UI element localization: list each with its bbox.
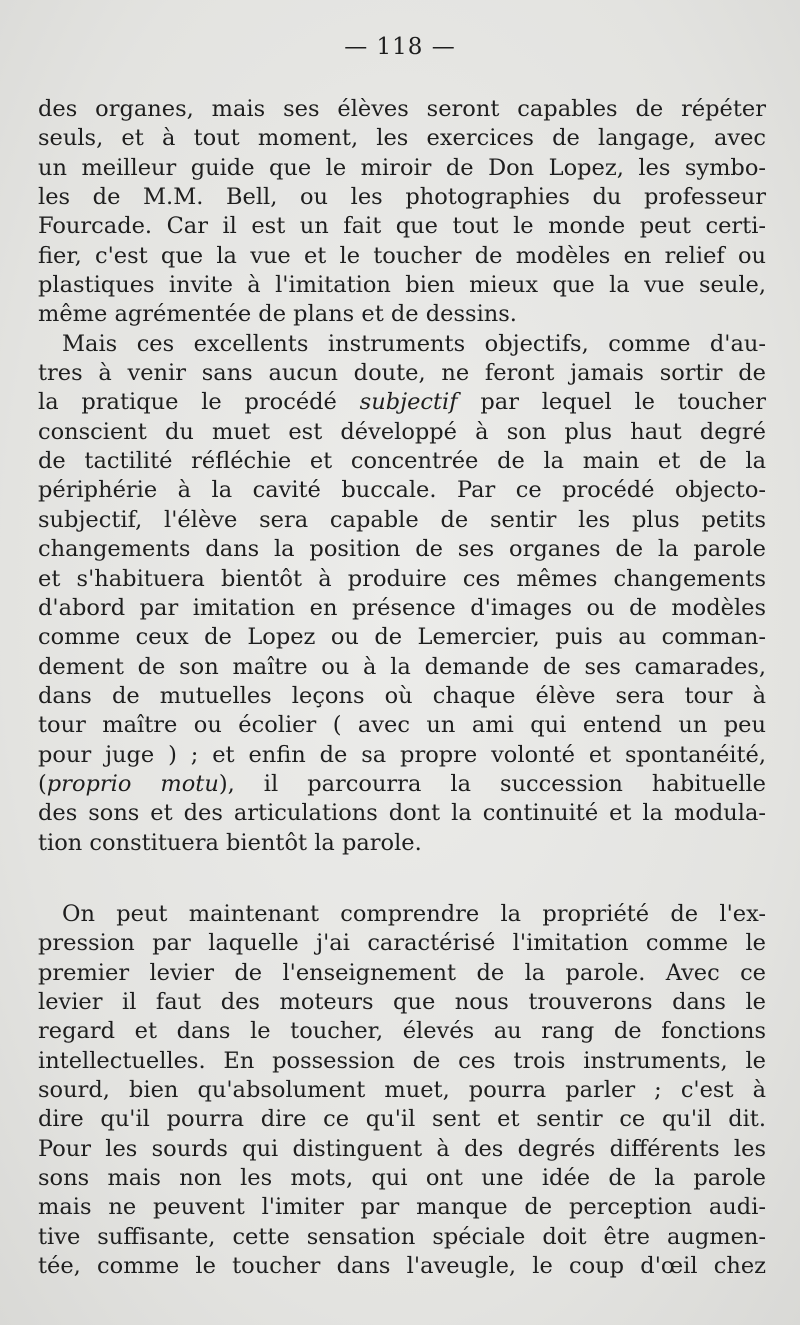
paragraph [38,330,766,858]
text-line: Mais ces excellents instruments objectifs, comme d'au- [62,330,766,357]
text-line: regard et dans le toucher, élevés au rang de fonctions [38,1018,766,1045]
text-line: intellectuelles. En possession de ces trois instruments, le [38,1047,766,1074]
text-line: sourd, bien qu'absolument muet, pourra parler ; c'est à [38,1077,766,1104]
text-line [38,388,766,417]
text-segment: la pratique le procédé [38,389,337,416]
text-line: fier, c'est que la vue et le toucher de modèles en relief ou [38,242,766,269]
text-line: dans de mutuelles leçons où chaque élève sera tour à [38,682,766,709]
text-line: On peut maintenant comprendre la propriété de l'ex- [62,901,766,927]
text-line: périphérie à la cavité buccale. Par ce procédé objecto- [38,477,766,504]
text-line: dire qu'il pourra dire ce qu'il sent et sentir ce qu'il dit. [38,1106,766,1133]
italic-term: proprio motu [46,770,219,797]
text-line: de tactilité réfléchie et concentrée de la main et de la [38,448,766,475]
text-line: tour maître ou écolier ( avec un ami qui entend un peu [38,712,766,739]
text-line: Pour les sourds qui distinguent à des degrés différents les [38,1135,766,1162]
text-line: conscient du muet est développé à son plus haut degré [38,418,766,445]
text-line: tres à venir sans aucun doute, ne feront jamais sortir de [38,360,766,387]
text-line: d'abord par imitation en présence d'images ou de modèles [38,594,766,621]
text-line: des organes, mais ses élèves seront capables de répéter [38,96,766,122]
text-line: plastiques invite à l'imitation bien mieux que la vue seule, [38,272,766,299]
italic-term: subjectif [359,389,458,416]
text-line: mais ne peuvent l'imiter par manque de perception audi- [38,1194,766,1221]
text-line: comme ceux de Lopez ou de Lemercier, puis au comman- [38,624,766,651]
text-line: et s'habituera bientôt à produire ces mêmes changements [38,565,766,592]
text-line: Fourcade. Car il est un fait que tout le monde peut certi- [38,213,766,240]
text-line: des sons et des articulations dont la continuité et la modula- [38,800,766,827]
text-line: changements dans la position de ses organes de la parole [38,536,766,563]
text-line: tée, comme le toucher dans l'aveugle, le coup d'œil chez [38,1253,766,1280]
text-line: les de M.M. Bell, ou les photographies du professeur [38,184,766,211]
text-body-lower [38,900,766,1281]
text-line [38,770,766,799]
text-line: même agrémentée de plans et de dessins. [38,301,517,328]
text-line: levier il faut des moteurs que nous trouverons dans le [38,989,766,1016]
page-number: — 118 — [344,34,456,60]
text-line: pression par laquelle j'ai caractérisé l'imitation comme le [38,930,766,957]
text-line: premier levier de l'enseignement de la parole. Avec ce [38,959,766,986]
text-line: subjectif, l'élève sera capable de sentir les plus petits [38,506,766,533]
text-segment: par lequel le toucher [480,389,766,416]
text-segment: ( [38,770,47,797]
paragraph [38,95,766,330]
paragraph [38,900,766,1281]
text-line: dement de son maître ou à la demande de ses camarades, [38,653,766,680]
text-line: seuls, et à tout moment, les exercices de langage, avec [38,125,766,152]
text-line: sons mais non les mots, qui ont une idée de la parole [38,1165,766,1192]
text-body-upper [38,95,766,858]
text-line: tion constituera bientôt la parole. [38,829,422,856]
text-line: pour juge ) ; et enfin de sa propre volonté et spontanéité, [38,741,766,768]
text-segment: ), il parcourra la succession habituelle [218,770,766,797]
text-line: un meilleur guide que le miroir de Don Lopez, les symbo- [38,154,766,181]
text-line: tive suffisante, cette sensation spéciale doit être augmen- [38,1223,766,1250]
